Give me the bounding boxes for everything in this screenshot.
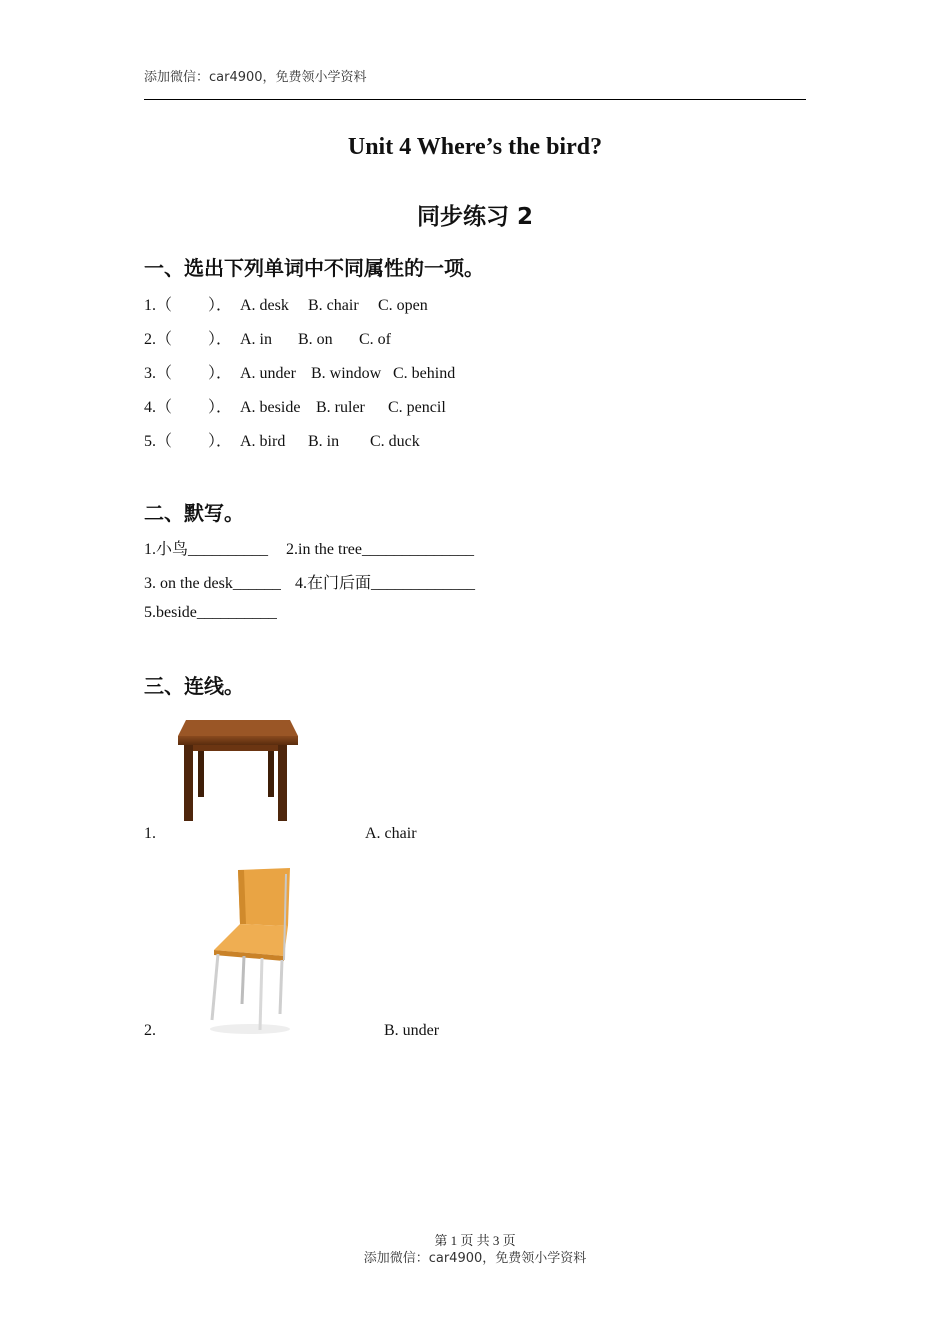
dictation-row [144,570,475,593]
dictation-item: 5.beside__________ [144,604,277,621]
option-c: C. duck [370,433,420,450]
page-footer: 添加微信：car4900，免费领小学资料 [363,1251,587,1266]
option-a: A. under [240,365,296,382]
question-paren: ）． [208,365,233,382]
match-row [144,825,417,843]
option-a: A. in [240,331,272,348]
option-c: C. behind [393,365,456,382]
option-b: B. in [308,433,340,450]
match-number: 2. [144,1022,156,1039]
option-b: B. on [298,331,333,348]
match-number: 1. [144,825,156,842]
match-row [144,1022,439,1040]
dictation-item: 4.在门后面_____________ [295,575,476,592]
question-row [144,428,420,451]
question-number: 5.（ [144,433,173,450]
option-a: A. bird [240,433,286,450]
question-row [144,394,446,417]
dictation-item: 3. on the desk______ [144,575,281,592]
match-option: B. under [384,1022,440,1039]
match-option: A. chair [365,825,417,842]
question-paren: ）． [208,297,233,314]
option-c: C. open [378,297,428,314]
option-b: B. ruler [316,399,365,416]
question-row [144,326,391,349]
header-rule [144,99,806,100]
section-2-heading: 二、默写。 [144,501,244,525]
option-b: B. chair [308,297,359,314]
question-number: 2.（ [144,331,173,348]
page-subtitle: 同步练习 2 [416,204,533,230]
dictation-item: 2.in the tree______________ [286,541,474,558]
chair-picture [200,864,300,1036]
question-number: 4.（ [144,399,173,416]
section-3-heading: 三、连线。 [144,674,244,698]
dictation-row [144,604,277,622]
question-row [144,360,455,383]
dictation-item: 1.小鸟__________ [144,541,269,558]
option-c: C. pencil [388,399,446,416]
question-paren: ）． [208,433,233,450]
page-header: 添加微信：car4900，免费领小学资料 [144,70,367,85]
table-picture [168,712,308,828]
question-paren: ）． [208,331,233,348]
option-b: B. window [311,365,382,382]
option-a: A. beside [240,399,301,416]
question-number: 1.（ [144,297,173,314]
option-a: A. desk [240,297,289,314]
option-c: C. of [359,331,391,348]
question-paren: ）． [208,399,233,416]
page-number: 第 1 页 共 3 页 [434,1233,516,1248]
question-number: 3.（ [144,365,173,382]
dictation-row [144,536,474,559]
question-row [144,292,428,315]
page-title: Unit 4 Where’s the bird? [347,134,603,160]
section-1-heading: 一、选出下列单词中不同属性的一项。 [144,256,484,280]
